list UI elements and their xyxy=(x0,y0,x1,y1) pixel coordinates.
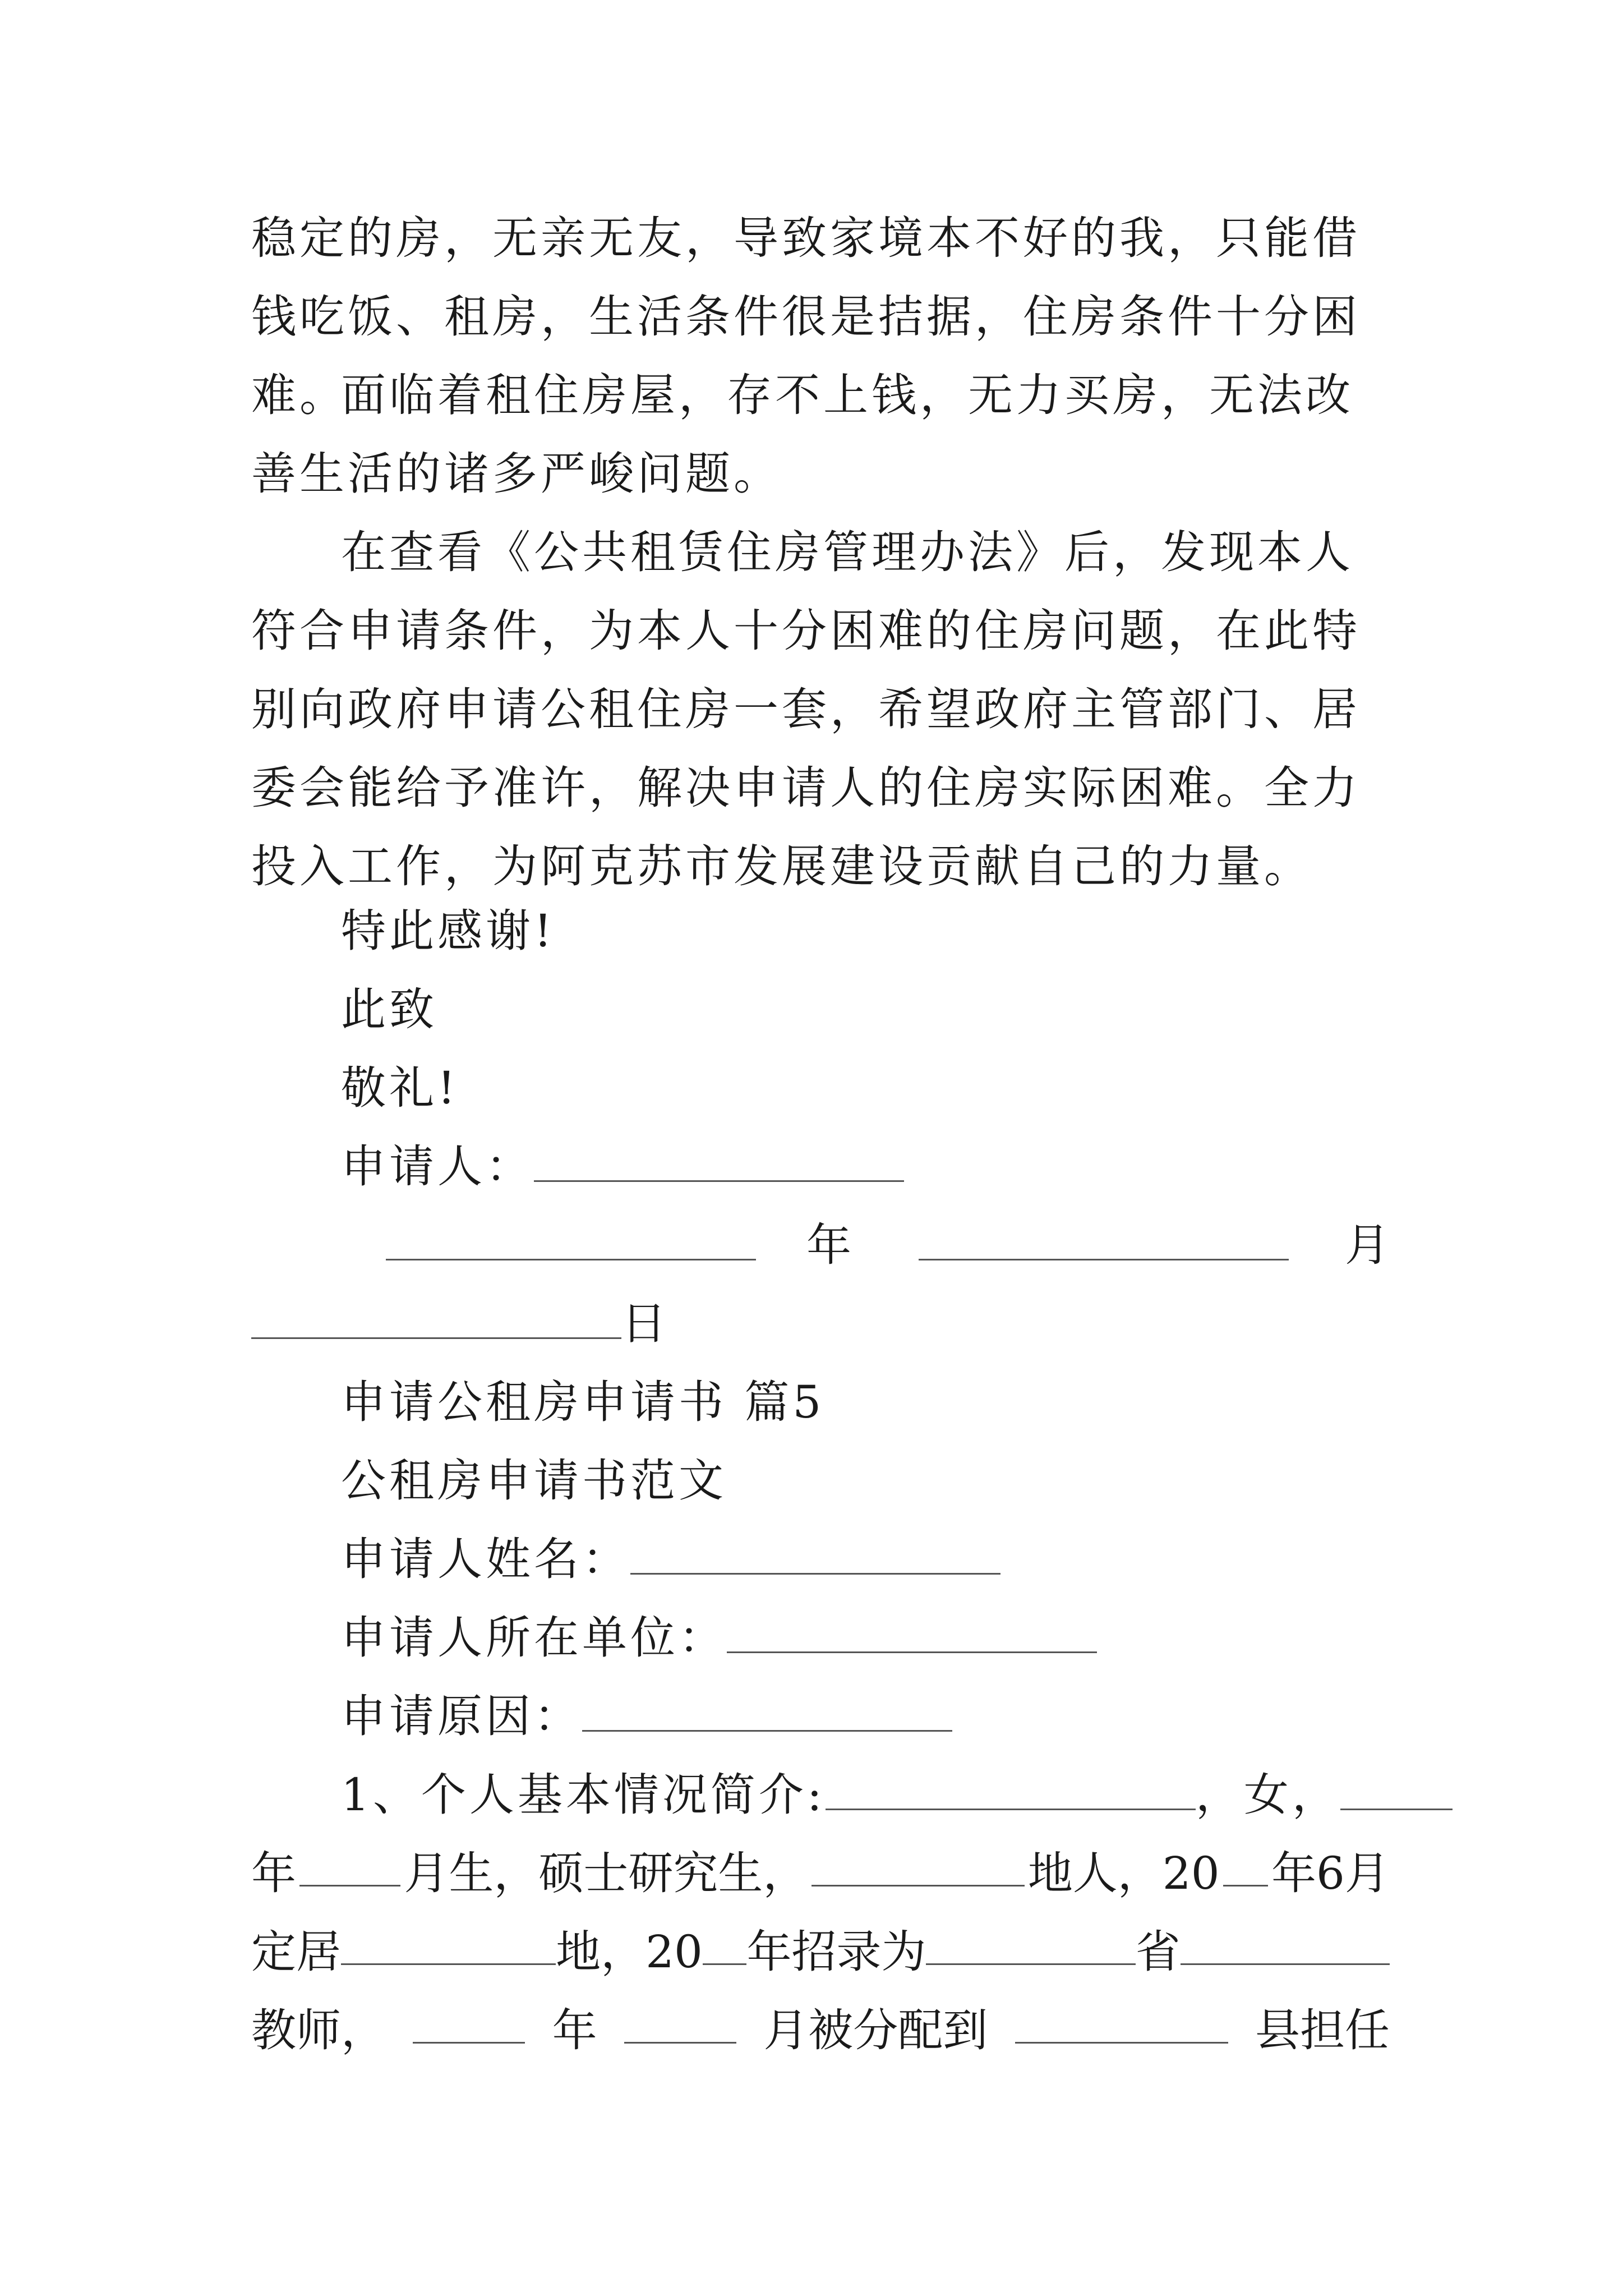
item1-line xyxy=(341,1767,1453,1823)
paragraph-3-text: 在查看《公共租赁住房管理办法》后，发现本人符合申请条件，为本人十分困难的住房问题，在此特别向政府申请公租住房一套，希望政府主管部门、居委会能给予准许，解决申请人的住房实际困难。全力投入工作，为阿克苏市发展建设贡献自己的力量。 xyxy=(251,526,1361,892)
line3-text-a: 定居 xyxy=(251,1926,341,1978)
date-blank-year xyxy=(386,1217,756,1273)
date-month-label: 月 xyxy=(1345,1219,1393,1271)
salutation-line-1: 此致 xyxy=(341,983,437,1036)
day-label: 日 xyxy=(621,1297,670,1350)
paragraph-2 xyxy=(251,356,1390,513)
line3-blank-2 xyxy=(703,1924,747,1965)
line3-blank-4 xyxy=(1181,1924,1390,1965)
year-blank xyxy=(386,1220,756,1260)
date-day-line xyxy=(251,1296,670,1352)
line2-blank-2 xyxy=(811,1846,1025,1887)
line3-text-d: 省 xyxy=(1135,1926,1181,1978)
line3-blank-3 xyxy=(926,1924,1135,1965)
applicant-name-label: 申请人姓名： xyxy=(341,1533,630,1585)
applicant-label: 申请人： xyxy=(341,1140,534,1193)
line3-text-b: 地，20 xyxy=(556,1926,703,1978)
date-year-label: 年 xyxy=(806,1219,855,1271)
line2-text-d: 年6月 xyxy=(1271,1847,1390,1899)
reason-blank xyxy=(582,1691,952,1732)
date-blank-month xyxy=(919,1217,1289,1273)
reason-label: 申请原因： xyxy=(341,1690,582,1742)
applicant-name-blank xyxy=(630,1534,1000,1575)
salutation-line-2: 敬礼! xyxy=(341,1062,459,1114)
item1-label: 1、个人基本情况简介: xyxy=(341,1769,826,1821)
applicant-unit-blank xyxy=(727,1612,1097,1653)
line2-text-b: 月生，硕士研究生， xyxy=(404,1847,808,1899)
info-line-4 xyxy=(251,2003,1390,2059)
applicant-signature-line xyxy=(341,1139,904,1195)
info-line-2 xyxy=(251,1846,1390,1902)
item1-name-blank xyxy=(826,1769,1196,1810)
line2-text-a: 年 xyxy=(251,1847,296,1899)
line4-text-c: 月被分配到 xyxy=(763,2004,988,2056)
line4-blank-3 xyxy=(1015,2003,1228,2044)
applicant-name-line xyxy=(341,1531,1000,1588)
section-title: 申请公租房申请书 篇5 xyxy=(341,1376,825,1428)
info-line-3 xyxy=(251,1924,1390,1980)
day-blank xyxy=(251,1298,621,1339)
reason-line xyxy=(341,1688,952,1745)
applicant-unit-line xyxy=(341,1610,1097,1666)
applicant-blank xyxy=(534,1141,904,1182)
sample-title: 公租房申请书范文 xyxy=(341,1455,727,1507)
gender-text: ，女， xyxy=(1195,1769,1340,1821)
paragraph-1-text: 稳定的房，无亲无友，导致家境本不好的我，只能借钱吃饭、租房，生活条件很是拮据，住房条件十分困难。 xyxy=(251,212,1361,421)
line2-blank-1 xyxy=(299,1846,400,1887)
applicant-unit-label: 申请人所在单位： xyxy=(341,1612,727,1664)
line4-text-d: 县担任 xyxy=(1255,2004,1390,2056)
month-blank xyxy=(919,1220,1289,1260)
paragraph-2-text: 面临着租住房屋，存不上钱，无力买房，无法改善生活的诸多严峻问题。 xyxy=(251,369,1354,500)
line4-text-b: 年 xyxy=(552,2004,597,2056)
line3-blank-1 xyxy=(341,1924,556,1965)
line3-text-c: 年招录为 xyxy=(746,1926,926,1978)
thanks-line: 特此感谢! xyxy=(341,905,556,957)
line4-blank-2 xyxy=(624,2003,736,2044)
line2-blank-3 xyxy=(1223,1846,1268,1887)
line2-text-c: 地人，20 xyxy=(1027,1847,1220,1899)
line4-blank-1 xyxy=(413,2003,525,2044)
line4-text-a: 教师， xyxy=(251,2004,386,2056)
item1-year-blank xyxy=(1340,1769,1453,1810)
paragraph-3 xyxy=(251,513,1390,906)
